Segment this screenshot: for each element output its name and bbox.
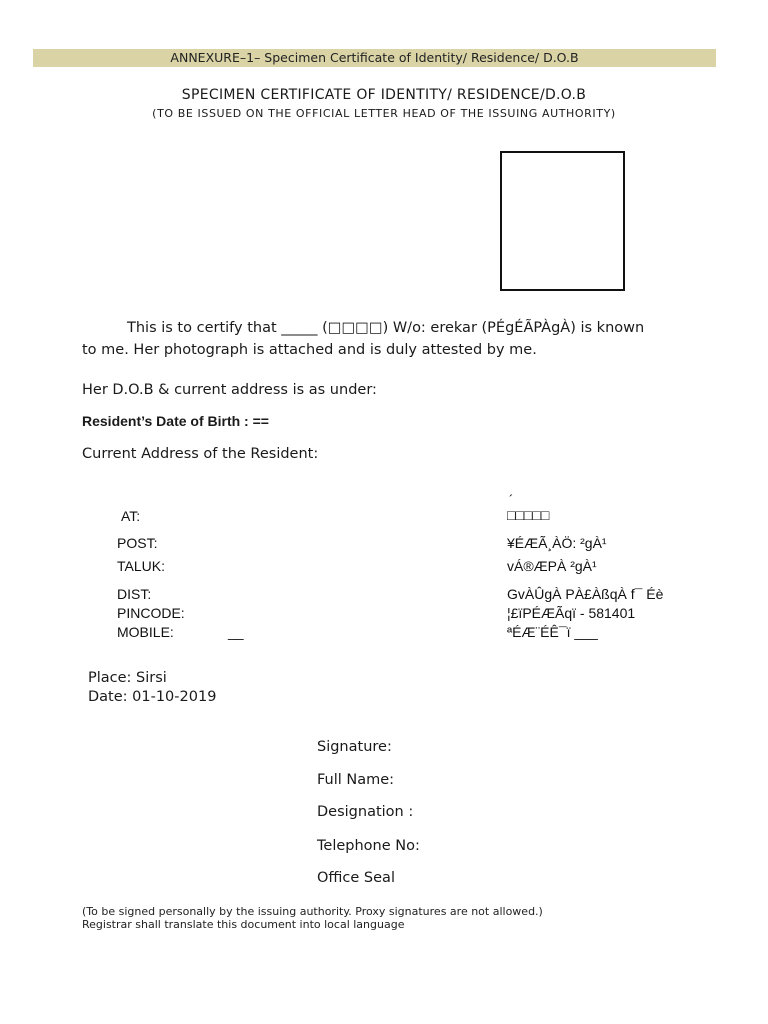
address-taluk-label: TALUK: xyxy=(117,558,165,574)
address-at-accent: ´ xyxy=(509,492,514,507)
dob-intro: Her D.O.B & current address is as under: xyxy=(82,382,377,398)
dob-label: Resident’s Date of Birth : == xyxy=(82,413,269,429)
office-seal-label: Office Seal xyxy=(317,870,395,886)
address-pincode-label: PINCODE: xyxy=(117,605,185,621)
address-dist-label: DIST: xyxy=(117,586,152,602)
address-post-value: ¥ÉÆÃ¸ÀÖ: ²gÀ¹ xyxy=(507,535,607,551)
address-pincode-value: ¦£ïPÉÆÃqï - 581401 xyxy=(507,605,636,621)
address-taluk-value: vÁ®ÆPÀ ²gÀ¹ xyxy=(507,558,597,574)
footnote-line-2: Registrar shall translate this document into local language xyxy=(82,918,405,931)
certificate-subtitle: (TO BE ISSUED ON THE OFFICIAL LETTER HEAD OF THE ISSUING AUTHORITY) xyxy=(152,107,616,120)
address-at-label: AT: xyxy=(121,508,141,524)
place: Place: Sirsi xyxy=(88,670,167,686)
signature-label: Signature: xyxy=(317,739,392,755)
address-at-value: □□□□□ xyxy=(507,507,550,523)
photograph-box xyxy=(500,151,625,291)
address-mobile-blank: __ xyxy=(228,624,244,640)
annexure-heading: ANNEXURE–1– Specimen Certificate of Identity/ Residence/ D.O.B xyxy=(170,50,579,65)
footnote-line-1: (To be signed personally by the issuing authority. Proxy signatures are not allowed.) xyxy=(82,905,543,918)
address-mobile-label: MOBILE: xyxy=(117,624,174,640)
full-name-label: Full Name: xyxy=(317,772,395,788)
current-address-label: Current Address of the Resident: xyxy=(82,446,319,462)
designation-label: Designation : xyxy=(317,804,414,820)
address-mobile-value: ªÉÆ¨ÉÊ¯ï ___ xyxy=(507,624,598,640)
address-post-label: POST: xyxy=(117,535,158,551)
certificate-title: SPECIMEN CERTIFICATE OF IDENTITY/ RESIDENCE/D.O.B xyxy=(181,87,587,103)
certify-line-2: to me. Her photograph is attached and is duly attested by me. xyxy=(82,342,537,358)
date: Date: 01-10-2019 xyxy=(88,689,217,705)
certify-line-1: This is to certify that _____ (□□□□) W/o: erekar (PÉgÉÃPÀgÀ) is known xyxy=(127,320,645,336)
address-dist-value: GvÀÛgÀ PÀ£ÀßqÀ f¯ Éè xyxy=(507,586,664,602)
telephone-label: Telephone No: xyxy=(317,838,420,854)
